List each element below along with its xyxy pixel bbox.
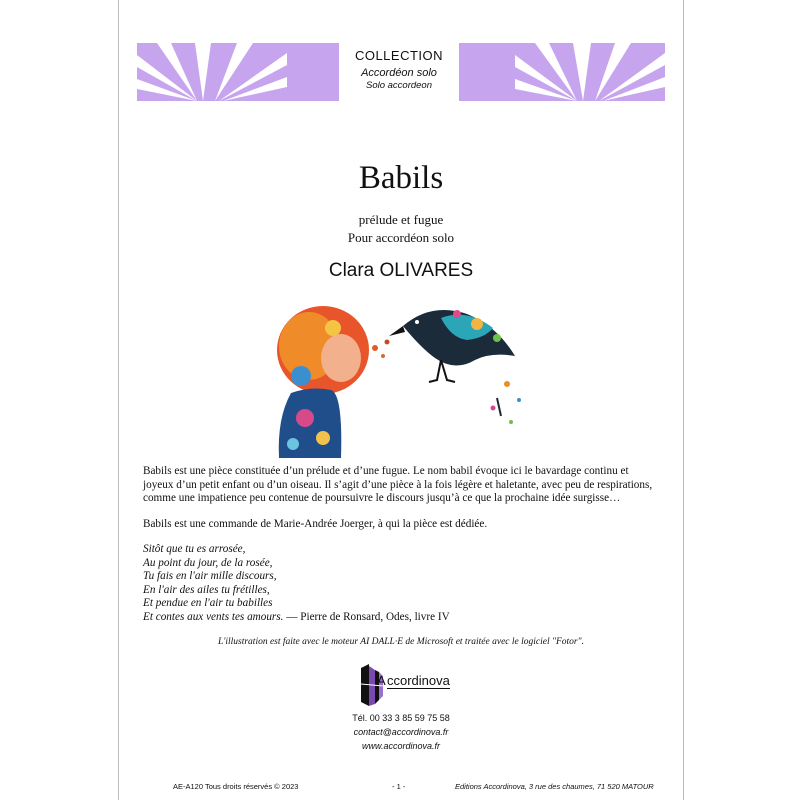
piece-subtitle: prélude et fugue	[358, 212, 444, 227]
poem-quote: Sitôt que tu es arrosée, Au point du jour, de la rosée, Tu fais en l'air mille discours, En l'air des ailes tu frétilles, Et pendue en l'air tu babilles Et contes aux vents tes amours. — Pierre de Ronsard, Odes, livre IV	[143, 543, 450, 623]
footer-reference: AE-A120 Tous droits réservés © 2023	[173, 782, 299, 791]
composer-name: Clara OLIVARES	[328, 260, 474, 281]
footer-page-number: - 1 -	[392, 782, 406, 791]
dedication: Babils est une commande de Marie-Andrée Joerger, à qui la pièce est dédiée.	[143, 518, 488, 530]
illustration-credit: L'illustration est faite avec le moteur AI DALL·E de Microsoft et traitée avec le logiciel "Fotor".	[218, 637, 584, 647]
collection-name-fr: Accordéon solo	[361, 67, 437, 79]
poem-attribution: — Pierre de Ronsard, Odes, livre IV	[283, 610, 450, 623]
logo-wordmark: ccordinova	[387, 673, 450, 688]
piece-title: Babils	[358, 160, 444, 196]
contact-email[interactable]: contact@accordinova.fr	[353, 727, 449, 737]
contact-phone: Tél. 00 33 3 85 59 75 58	[352, 713, 450, 723]
collection-name-en: Solo accordeon	[365, 80, 433, 91]
description-paragraph: Babils est une pièce constituée d’un prélude et d’une fugue. Le nom babil évoque ici le bavardage continu et joyeux d’un petit enfant ou d’un oiseau. Il s’agit d’une pièce à la fois légère et haletante, avec peu de respirations, comme une impatience peu contenue de poursuivre le discours jusqu’à ce que la prochaine idée surgisse…	[143, 465, 653, 504]
score-cover-page	[118, 0, 684, 800]
cover-illustration	[271, 298, 533, 458]
collection-label-box	[339, 43, 459, 101]
accordinova-logo: A ccordinova	[357, 660, 449, 710]
instrumentation: Pour accordéon solo	[347, 230, 455, 245]
contact-website[interactable]: www.accordinova.fr	[361, 741, 441, 751]
collection-title: COLLECTION	[354, 48, 444, 63]
footer-publisher: Editions Accordinova, 3 rue des chaumes, 71 520 MATOUR	[455, 782, 654, 791]
